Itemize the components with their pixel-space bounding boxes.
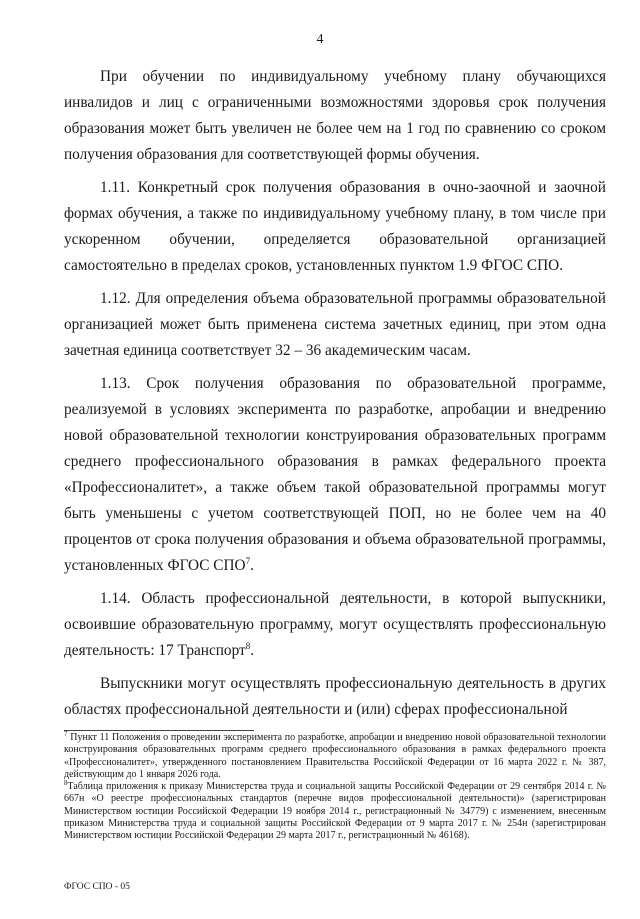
footnote-7-text: Пункт 11 Положения о проведении эксперимента по разработке, апробации и внедрению новой образовательной технологии конструирования образовательных программ среднего профессионального образования в рамках федерального проекта «Профессионалитет», утвержденного постановлением Правительства Российской Федерации от 16 марта 2022 г. № 387, действующим до 1 января 2026 года. [64, 732, 607, 780]
document-code: ФГОС СПО - 05 [64, 882, 130, 892]
footnote-8-text: Таблица приложения к приказу Министерства труда и социальной защиты Российской Федерации от 29 сентября 2014 г. № 667н «О реестре профессиональных стандартов (перечне видов профессиональной деятельности)» (зарегистрирован Министерством юстиции Российской Федерации 19 ноября 2014 г., регистрационный № 34779) с изменением, внесенным приказом Министерства труда и социальной защиты Российской Федерации от 9 марта 2017 г. № 254н (зарегистрирован Министерством юстиции Российской Федерации 29 марта 2017 г., регистрационный № 46168). [64, 781, 606, 842]
paragraph-1-13-text: 1.13. Срок получения образования по образовательной программе, реализуемой в условиях эксперимента по разработке, апробации и внедрению новой образовательной технологии конструирования образовательных программ среднего профессионального образования в рамках федерального проекта «Профессионалитет», а также объем такой образовательной программы могут быть уменьшены с учетом соответствующей ПОП, но не более чем на 40 процентов от срока получения образования и объема образовательной программы, установленных ФГОС СПО [64, 375, 606, 574]
footnote-7 [64, 732, 606, 781]
footnote-8-mark: 8 [64, 779, 68, 788]
footnote-8 [64, 781, 606, 842]
paragraph-1-14: 1.14. Область профессиональной деятельности, в которой выпускники, освоившие образовательную программу, могут осуществлять профессиональную деятельность: 17 Транспорт$^8$. [64, 590, 606, 659]
paragraph-1-13: 1.13. Срок получения образования по образовательной программе, реализуемой в условиях эксперимента по разработке, апробации и внедрению новой образовательной технологии конструирования образовательных программ среднего профессионального образования в рамках федерального проекта «Профессионалитет», а также объем такой образовательной программы могут быть уменьшены с учетом соответствующей ПОП, но не более чем на 40 процентов от срока получения образования и объема образовательной программы, установленных ФГОС СПО$^7$. [64, 375, 606, 574]
paragraph-1-12: 1.12. Для определения объема образовательной программы образовательной организацией может быть применена система зачетных единиц, при этом одна зачетная единица соответствует 32 – 36 академическим часам. [64, 290, 606, 359]
footnote-7-mark: 7 [64, 730, 68, 738]
paragraph-1-14-text: 1.14. Область профессиональной деятельности, в которой выпускники, освоившие образовательную программу, могут осуществлять профессиональную деятельность: 17 Транспорт [64, 590, 606, 659]
paragraph-graduates: Выпускники могут осуществлять профессиональную деятельность в других областях профессиональной деятельности и (или) сферах профессиональной [64, 675, 606, 718]
footnote-ref-7[interactable]: 7 [245, 556, 251, 566]
main-text [64, 64, 606, 730]
footnotes [64, 732, 606, 843]
page-number: 4 [316, 32, 324, 47]
footnote-divider [64, 730, 254, 731]
paragraph-1: При обучении по индивидуальному учебному плану обучающихся инвалидов и лиц с ограниченными возможностями здоровья срок получения образования может быть увеличен не более чем на 1 год по сравнению со сроком получения образования для соответствующей формы обучения. [64, 68, 606, 163]
paragraph-1-11: 1.11. Конкретный срок получения образования в очно-заочной и заочной формах обучения, а также по индивидуальному учебному плану, в том числе при ускоренном обучении, определяется образовательной организацией самостоятельно в пределах сроков, установленных пунктом 1.9 ФГОС СПО. [64, 179, 606, 274]
footnote-ref-8[interactable]: 8 [245, 641, 251, 651]
